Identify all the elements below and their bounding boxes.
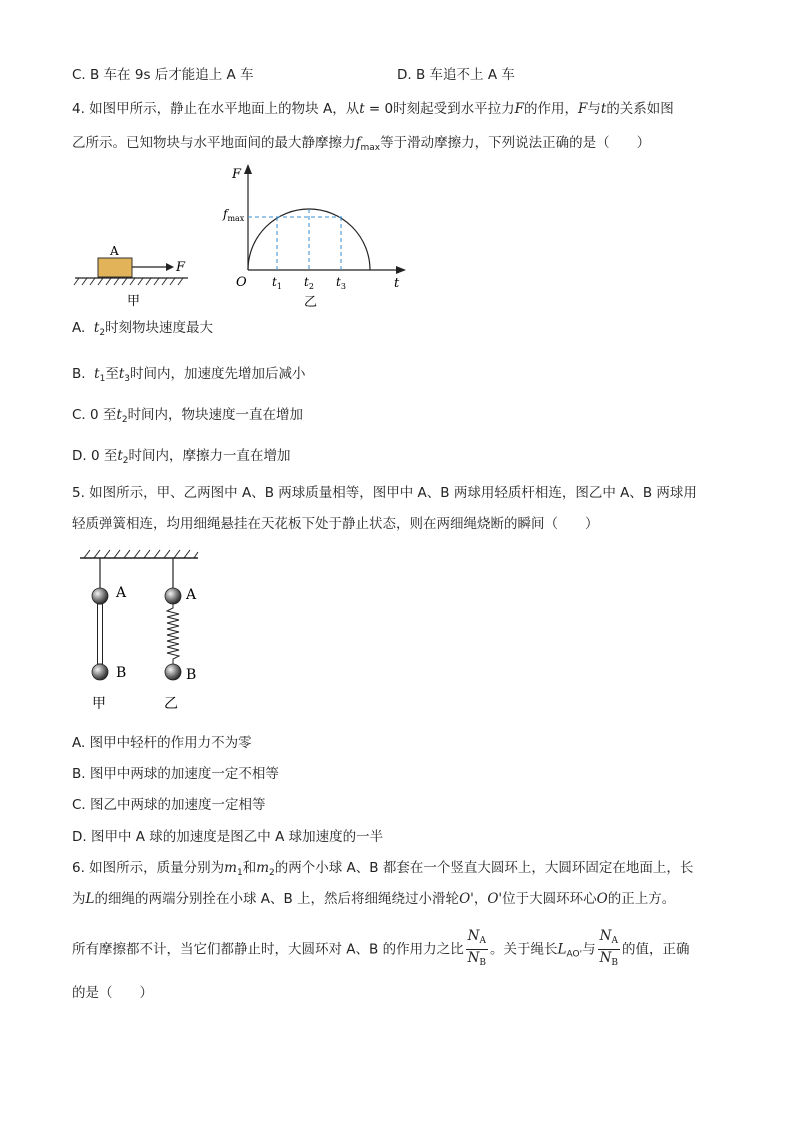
- q4-option-d: D. 0 至$t_2$时间内，摩擦力一直在增加: [72, 448, 291, 466]
- q4-option-a: A. $t_2$时刻物块速度最大: [72, 320, 214, 338]
- q5-figure: [78, 548, 208, 716]
- block-a-label: A: [110, 244, 119, 258]
- q5-option-d: D. 图甲中 A 球的加速度是图乙中 A 球加速度的一半: [72, 829, 384, 845]
- x-axis-label: t: [394, 276, 400, 291]
- q5-stem-line1: 5. 如图所示，甲、乙两图中 A、B 两球质量相等，图甲中 A、B 两球用轻质杆相连，图乙中 A、B 两球用: [72, 485, 697, 501]
- force-label: F: [176, 260, 186, 275]
- q5-option-a: A. 图甲中轻杆的作用力不为零: [72, 735, 252, 751]
- ratio-fraction-2: $\frac{N_A}{N_B}$: [599, 928, 618, 968]
- y-axis-label: F: [232, 167, 242, 182]
- ball-b-yi: [165, 664, 181, 680]
- q4-option-b: B. $t_1$至$t_3$时间内，加速度先增加后减小: [72, 366, 306, 384]
- q6-stem-line2: 为L的细绳的两端分别拴在小球 A、B 上，然后将细绳绕过小滑轮O'，O'位于大圆环环心O的正上方。: [72, 891, 676, 907]
- label-a-yi: A: [186, 587, 197, 603]
- q4-figure-jia: [70, 240, 200, 315]
- q6-stem-line3: 所有摩擦都不计，当它们都静止时，大圆环对 A、B 的作用力之比 $\frac{N_A}{N_B}$ 。关于绳长$L_{AO'}$与 $\frac{N_A}{N_B}$ 的值，正确: [72, 928, 690, 973]
- label-b-yi: B: [186, 667, 197, 683]
- t2-label: $t_2$: [304, 275, 314, 291]
- label-a-jia: A: [116, 585, 127, 601]
- caption-jia: 甲: [92, 696, 106, 712]
- q6-stem-line4: 的是（ ）: [72, 985, 153, 1001]
- q5-stem-line2: 轻质弹簧相连，均用细绳悬挂在天花板下处于静止状态，则在两细绳烧断的瞬间（ ）: [72, 516, 599, 532]
- q5-option-b: B. 图甲中两球的加速度一定不相等: [72, 766, 279, 782]
- block-a: [98, 258, 132, 277]
- caption-yi: 乙: [164, 696, 178, 712]
- t1-label: $t_1$: [272, 275, 282, 291]
- y-axis-arrow: [244, 164, 252, 174]
- q4-figure-yi: [220, 160, 410, 315]
- force-arrowhead: [166, 263, 174, 271]
- label-b-jia: B: [116, 665, 127, 681]
- caption-yi: 乙: [304, 295, 318, 310]
- origin-label: O: [236, 275, 247, 290]
- ground-hatch: [74, 278, 183, 285]
- q3-option-d: D. B 车追不上 A 车: [397, 67, 515, 83]
- ball-a-yi: [165, 588, 181, 604]
- x-axis-arrow: [396, 266, 406, 274]
- q4-stem-line1: 4. 如图甲所示，静止在水平地面上的物块 A，从t = 0时刻起受到水平拉力F的作用，F与t的关系如图: [72, 101, 674, 117]
- q5-option-c: C. 图乙中两球的加速度一定相等: [72, 797, 266, 813]
- caption-jia: 甲: [127, 294, 141, 309]
- q3-option-c: C. B 车在 9s 后才能追上 A 车: [72, 67, 254, 83]
- q4-option-c: C. 0 至$t_2$时间内，物块速度一直在增加: [72, 407, 304, 425]
- ceiling-hatch: [84, 550, 198, 558]
- light-rod: [98, 604, 103, 664]
- q6-stem-line1: 6. 如图所示，质量分别为$m_1$和$m_2$的两个小球 A、B 都套在一个竖直大圆环上，大圆环固定在地面上，长: [72, 860, 694, 878]
- fmax-label: $f_{max}$: [223, 207, 245, 223]
- spring: [167, 604, 179, 664]
- ball-a-jia: [92, 588, 108, 604]
- ball-b-jia: [92, 664, 108, 680]
- q4-stem-line2: 乙所示。已知物块与水平地面间的最大静摩擦力$f_{max}$等于滑动摩擦力，下列说法正确的是（ ）: [72, 135, 651, 153]
- ratio-fraction: $\frac{N_A}{N_B}$: [467, 928, 487, 968]
- t3-label: $t_3$: [336, 275, 346, 291]
